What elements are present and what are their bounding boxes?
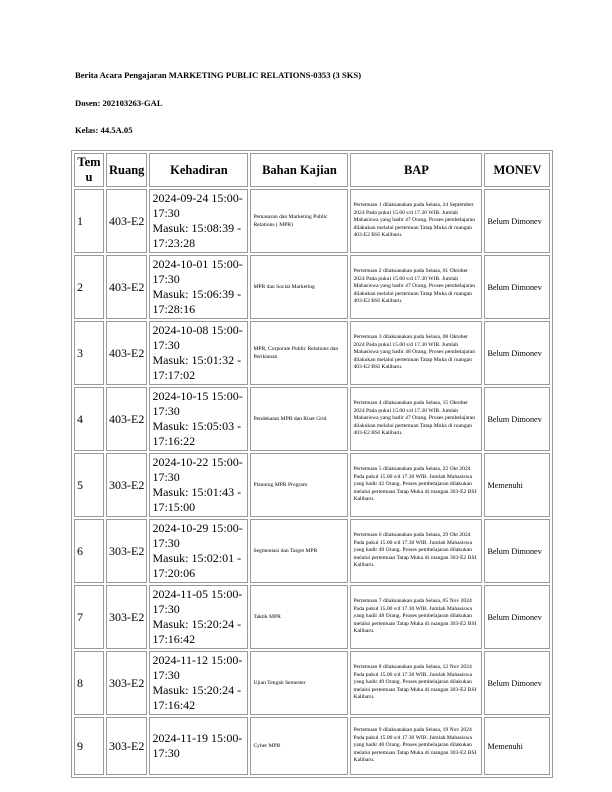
- meeting-number: 3: [74, 321, 104, 385]
- monev-status: Belum Dimonev: [484, 585, 550, 649]
- room-cell: 303-E2: [106, 717, 147, 775]
- material-cell: Ujian Tengah Semester: [250, 651, 348, 715]
- col-header-material: Bahan Kajian: [250, 153, 348, 187]
- scheduled-time: 2024-10-29 15:00-17:30: [152, 521, 243, 550]
- attendance-cell: [149, 387, 248, 451]
- room-cell: 403-E2: [106, 255, 147, 319]
- col-header-room: Ruang: [106, 153, 147, 187]
- material-cell: Segmentasi dan Target MPR: [250, 519, 348, 583]
- col-header-attendance: Kehadiran: [149, 153, 248, 187]
- attendance-cell: [149, 585, 248, 649]
- checkin-time: Masuk: 15:20:24 - 17:16:42: [152, 617, 242, 646]
- attendance-cell: [149, 453, 248, 517]
- scheduled-time: 2024-10-01 15:00-17:30: [152, 257, 243, 286]
- bap-cell: Pertemuan 2 dilaksanakan pada Selasa, 01 Oktober 2024 Pada pukul 15.00 s/d 17.30 WIB. Jumlah Mahasiswa yang hadir 47 Orang. Proses pembelajaran dilakukan melalui pertemuan Tatap Muka di ruangan 403-E2 BSI Kalibaru.: [350, 255, 482, 319]
- monev-status: Belum Dimonev: [484, 255, 550, 319]
- attendance-cell: [149, 321, 248, 385]
- material-cell: Taktik MPR: [250, 585, 348, 649]
- meeting-number: 6: [74, 519, 104, 583]
- table-row: [74, 585, 550, 649]
- checkin-time: Masuk: 15:20:24 - 17:16:42: [152, 683, 242, 712]
- table-row: [74, 189, 550, 253]
- material-cell: MPR, Corporate Public Relations dan Periklanan: [250, 321, 348, 385]
- scheduled-time: 2024-11-12 15:00-17:30: [152, 653, 243, 682]
- monev-status: Belum Dimonev: [484, 651, 550, 715]
- attendance-cell: [149, 519, 248, 583]
- material-cell: Cyber MPR: [250, 717, 348, 775]
- room-cell: 403-E2: [106, 189, 147, 253]
- table-row: [74, 321, 550, 385]
- checkin-time: Masuk: 15:02:01 - 17:20:06: [152, 551, 242, 580]
- scheduled-time: 2024-10-08 15:00-17:30: [152, 323, 243, 352]
- room-cell: 403-E2: [106, 321, 147, 385]
- scheduled-time: 2024-10-22 15:00-17:30: [152, 455, 243, 484]
- bap-cell: Pertemuan 7 dilaksanakan pada Selasa, 05 Nov 2024 Pada pukul 15.00 s/d 17.30 WIB. Jumlah Mahasiswa yang hadir 48 Orang. Proses pembelajaran dilakukan melalui pertemuan Tatap Muka di ruangan 303-E2 BSI Kalibaru.: [350, 585, 482, 649]
- class-id: Kelas: 44.5A.05: [75, 125, 133, 135]
- attendance-cell: [149, 717, 248, 775]
- teaching-report-table: [71, 150, 553, 778]
- monev-status: Memenuhi: [484, 453, 550, 517]
- col-header-bap: BAP: [350, 153, 482, 187]
- table-row: [74, 651, 550, 715]
- col-header-monev: MONEV: [484, 153, 550, 187]
- checkin-time: Masuk: 15:05:03 - 17:16:22: [152, 419, 242, 448]
- checkin-time: Masuk: 15:01:43 - 17:15:00: [152, 485, 242, 514]
- bap-cell: Pertemuan 6 dilaksanakan pada Selasa, 29 Okt 2024 Pada pukul 15.00 s/d 17.30 WIB. Jumlah Mahasiswa yang hadir 49 Orang. Proses pembelajaran dilakukan melalui pertemuan Tatap Muka di ruangan 303-E2 BSI Kalibaru.: [350, 519, 482, 583]
- monev-status: Belum Dimonev: [484, 387, 550, 451]
- attendance-cell: [149, 189, 248, 253]
- monev-status: Belum Dimonev: [484, 189, 550, 253]
- checkin-time: Masuk: 15:08:39 - 17:23:28: [152, 221, 242, 250]
- attendance-cell: [149, 651, 248, 715]
- room-cell: 303-E2: [106, 585, 147, 649]
- material-cell: Planning MPR Program: [250, 453, 348, 517]
- meeting-number: 7: [74, 585, 104, 649]
- material-cell: Pemasaran dan Marketing Public Relations ( MPR): [250, 189, 348, 253]
- material-cell: Pendekatan MPR dan Riset Grid: [250, 387, 348, 451]
- bap-cell: Pertemuan 8 dilaksanakan pada Selasa, 12 Nov 2024 Pada pukul 15.00 s/d 17.30 WIB. Jumlah Mahasiswa yang hadir 49 Orang. Proses pembelajaran dilakukan melalui pertemuan Tatap Muka di ruangan 303-E2 BSI Kalibaru.: [350, 651, 482, 715]
- table-row: [74, 453, 550, 517]
- monev-status: Belum Dimonev: [484, 321, 550, 385]
- col-header-meeting: Tem u: [74, 153, 104, 187]
- meeting-number: 1: [74, 189, 104, 253]
- bap-cell: Pertemuan 4 dilaksanakan pada Selasa, 15 Oktober 2024 Pada pukul 15.00 s/d 17.30 WIB. Jumlah Mahasiswa yang hadir 47 Orang. Proses pembelajaran dilakukan melalui pertemuan Tatap Muka di ruangan 403-E2 BSI Kalibaru.: [350, 387, 482, 451]
- meeting-number: 8: [74, 651, 104, 715]
- table-row: [74, 717, 550, 775]
- bap-cell: Pertemuan 3 dilaksanakan pada Selasa, 08 Oktober 2024 Pada pukul 15.00 s/d 17.30 WIB. Jumlah Mahasiswa yang hadir 48 Orang. Proses pembelajaran dilakukan melalui pertemuan Tatap Muka di ruangan 403-E2 BSI Kalibaru.: [350, 321, 482, 385]
- bap-cell: Pertemuan 9 dilaksanakan pada Selasa, 19 Nov 2024 Pada pukul 15.00 s/d 17.30 WIB. Jumlah Mahasiswa yang hadir 40 Orang. Proses pembelajaran dilakukan melalui pertemuan Tatap Muka di ruangan 303-E2 BSI Kalibaru.: [350, 717, 482, 775]
- lecturer-id: Dosen: 202103263-GAL: [75, 98, 163, 108]
- scheduled-time: 2024-10-15 15:00-17:30: [152, 389, 243, 418]
- meeting-number: 2: [74, 255, 104, 319]
- room-cell: 403-E2: [106, 387, 147, 451]
- table-row: [74, 519, 550, 583]
- scheduled-time: 2024-09-24 15:00-17:30: [152, 191, 243, 220]
- monev-status: Belum Dimonev: [484, 519, 550, 583]
- room-cell: 303-E2: [106, 453, 147, 517]
- attendance-cell: [149, 255, 248, 319]
- monev-status: Memenuhi: [484, 717, 550, 775]
- bap-cell: Pertemuan 5 dilaksanakan pada Selasa, 22 Okt 2024 Pada pukul 15.00 s/d 17.30 WIB. Jumlah Mahasiswa yang hadir 42 Orang. Proses pembelajaran dilakukan melalui pertemuan Tatap Muka di ruangan 303-E2 BSI Kalibaru.: [350, 453, 482, 517]
- document-title: Berita Acara Pengajaran MARKETING PUBLIC RELATIONS-0353 (3 SKS): [75, 70, 362, 80]
- scheduled-time: 2024-11-05 15:00-17:30: [152, 587, 243, 616]
- checkin-time: Masuk: 15:01:32 - 17:17:02: [152, 353, 242, 382]
- table-header-row: [74, 153, 550, 187]
- table-row: [74, 255, 550, 319]
- meeting-number: 5: [74, 453, 104, 517]
- room-cell: 303-E2: [106, 651, 147, 715]
- meeting-number: 9: [74, 717, 104, 775]
- room-cell: 303-E2: [106, 519, 147, 583]
- meeting-number: 4: [74, 387, 104, 451]
- material-cell: MPR dan Social Marketing: [250, 255, 348, 319]
- bap-cell: Pertemuan 1 dilaksanakan pada Selasa, 24 September 2024 Pada pukul 15.00 s/d 17.30 WIB. Jumlah Mahasiswa yang hadir 47 Orang. Proses pembelajaran dilakukan melalui pertemuan Tatap Muka di ruangan 403-E2 BSI Kalibaru.: [350, 189, 482, 253]
- table-row: [74, 387, 550, 451]
- scheduled-time: 2024-11-19 15:00-17:30: [152, 731, 243, 760]
- checkin-time: Masuk: 15:06:39 - 17:28:16: [152, 287, 242, 316]
